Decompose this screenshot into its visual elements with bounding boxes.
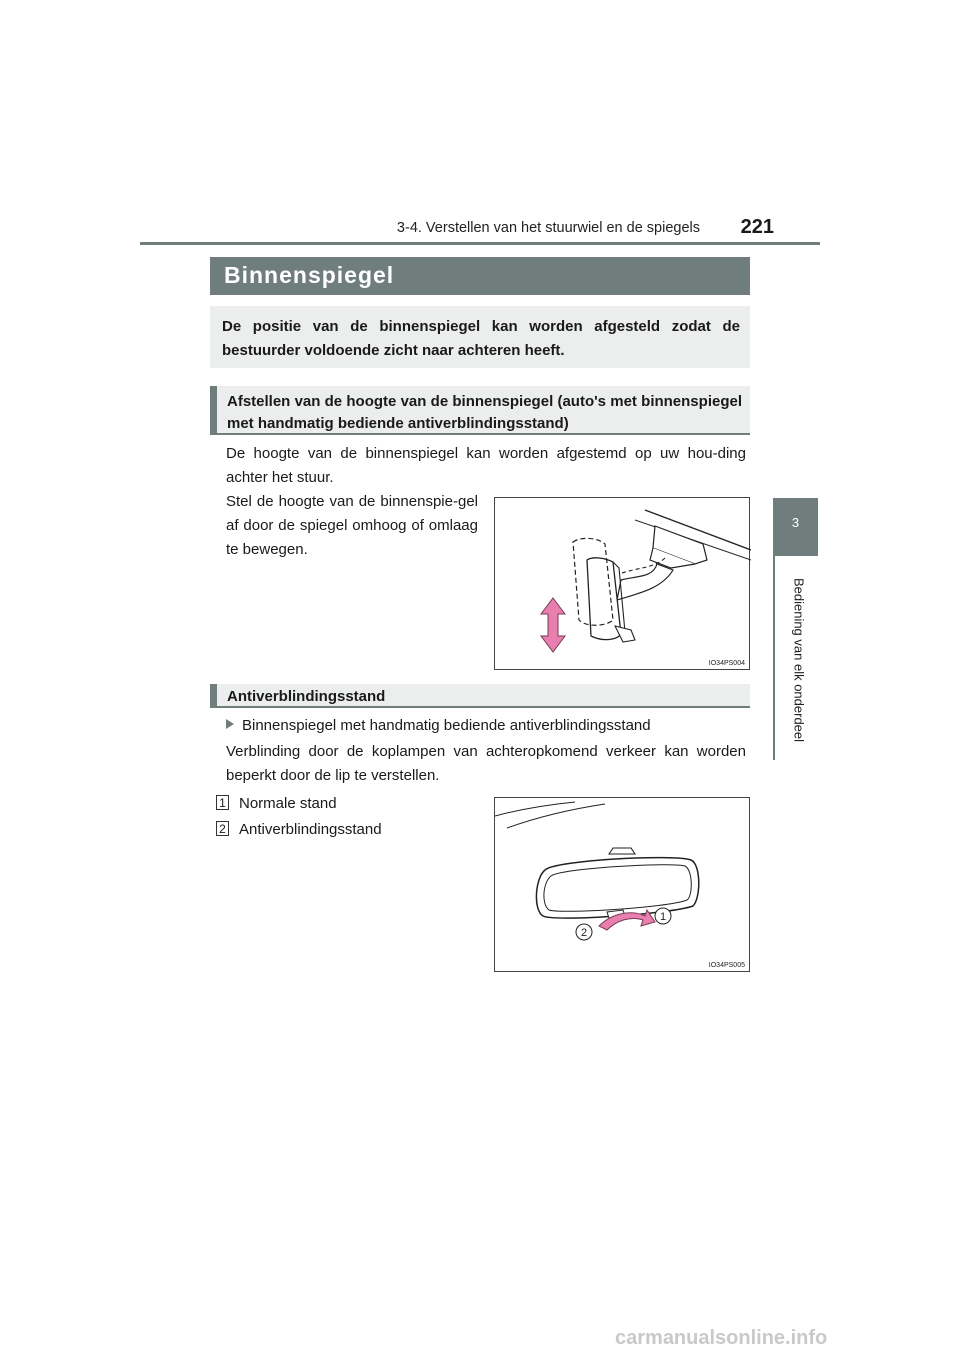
callout-1-label: 1 [659,911,667,923]
header-rule [140,242,820,245]
figure-antiglare [494,797,750,972]
bullet-item [226,715,651,737]
figure-mirror-height [494,497,750,670]
height-paragraph: De hoogte van de binnenspiegel kan worden afgestemd op uw hou-ding achter het stuur. [226,445,746,486]
subsection-underline [210,706,750,708]
subsection-underline [210,433,750,435]
section-title: Binnenspiegel [224,262,395,288]
chapter-title [790,555,808,765]
mirror-height-illustration [495,498,751,671]
number-badge: 1 [216,795,229,810]
section-title-bar [210,257,750,295]
numbered-item [216,794,337,814]
triangle-bullet-icon [226,719,234,729]
figure-code: IO34PS005 [708,962,745,969]
numbered-item-label: Normale stand [239,795,337,812]
running-header: 3-4. Verstellen van het stuurwiel en de spiegels [396,220,700,236]
intro-text: De positie van de binnenspiegel kan worden afgesteld zodat de bestuurder voldoende zicht naar achteren heeft. [222,318,740,359]
bullet-text: Binnenspiegel met handmatig bediende antiverblindingsstand [242,717,651,734]
up-down-arrow-icon [541,598,565,652]
chapter-title-text: Bediening van elk onderdeel [791,577,807,743]
subsection-antiglare-title: Antiverblindingsstand [227,688,386,705]
height-instruction: Stel de hoogte van de binnenspie-gel af door de spiegel omhoog of omlaag te bewegen. [226,493,478,558]
figure-code: IO34PS004 [708,660,745,667]
antiglare-paragraph: Verblinding door de koplampen van achteropkomend verkeer kan worden beperkt door de lip te verstellen. [226,743,746,784]
antiglare-illustration [495,798,751,973]
watermark: carmanualsonline.info [615,1327,828,1349]
numbered-item-label: Antiverblindingsstand [239,821,382,838]
callout-2-label: 2 [580,927,588,939]
page-number: 221 [740,216,774,238]
chapter-tab: 3 [773,498,818,556]
subsection-height-heading [210,386,750,435]
numbered-item [216,820,382,840]
subsection-antiglare-heading [210,684,750,708]
subsection-height-title: Afstellen van de hoogte van de binnenspiegel (auto's met binnenspiegel met handmatig bediende antiverblindingsstand) [227,393,742,432]
intro-box [210,306,750,368]
number-badge: 2 [216,821,229,836]
